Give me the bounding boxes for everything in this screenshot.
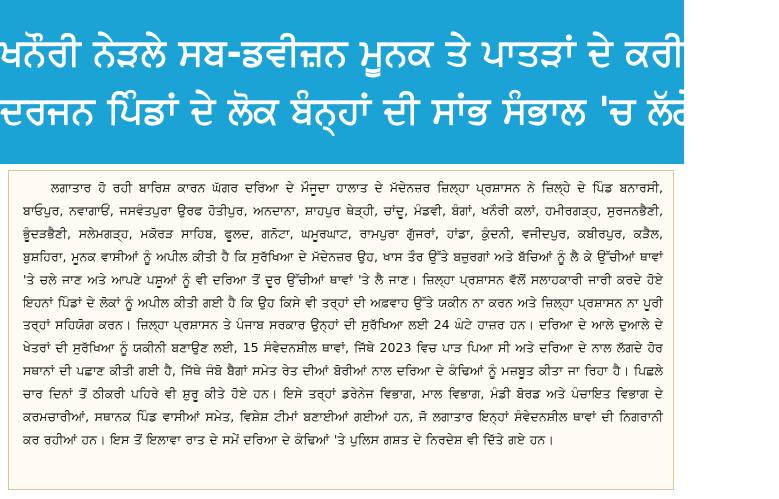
headline-line-2: ਦਰਜਨ ਪਿੰਡਾਂ ਦੇ ਲੋਕ ਬੰਨ੍ਹਾਂ ਦੀ ਸਾਂਭ ਸੰਭਾਲ 'ਚ ਲੱਗੇ xyxy=(0,89,699,132)
article-body: ਲਗਾਤਾਰ ਹੋ ਰਹੀ ਬਾਰਿਸ਼ ਕਾਰਨ ਘੱਗਰ ਦਰਿਆ ਦੇ ਮੌਜੂਦਾ ਹਾਲਾਤ ਦੇ ਮੱਦੇਨਜ਼ਰ ਜ਼ਿਲ੍ਹਾ ਪ੍ਰਸ਼ਾਸਨ ਨੇ ਜ਼ਿਲ੍ਹੇ ਦੇ ਪਿੰਡ ਬਨਾਰਸੀ, ਬਾਓਪੁਰ, ਨਵਾਗਾਓਂ, ਜਸਵੰਤਪੁਰਾ ਉਰਫ ਹੋਤੀਪੁਰ, ਅਨਦਾਨਾ, ਸ਼ਾਹਪੁਰ ਥੇੜ੍ਹੀ, ਚਾਂਦੂ, ਮੰਡਵੀ, ਬੰਗਾਂ, ਖਨੌਰੀ ਕਲਾਂ, ਹਮੀਰਗੜ੍ਹ, ਸੁਰਜਨਭੈਣੀ, ਭੂੰਦੜਭੈਣੀ, ਸਲੇਮਗੜ੍ਹ, ਮਕੋਰੜ ਸਾਹਿਬ, ਫੂਲਦ, ਗਨੋਟਾ, ਘਮੂਰਘਾਟ, ਰਾਮਪੁਰਾ ਗੁੱਜਰਾਂ, ਹਾਂਡਾ, ਕੁੰਦਨੀ, ਵਜੀਦਪੁਰ, ਕਬੀਰਪੁਰ, ਕੜੈਲ, ਬੁਸ਼ਹਿਰਾ, ਮੂਨਕ ਵਾਸੀਆਂ ਨੂੰ ਅਪੀਲ ਕੀਤੀ ਹੈ ਕਿ ਸੁਰੱਖਿਆ ਦੇ ਮੱਦੇਨਜ਼ਰ ਉਹ, ਖਾਸ ਤੌਰ ਉੱਤੇ ਬਜ਼ੁਰਗਾਂ ਅਤੇ ਬੱਚਿਆਂ ਨੂੰ ਲੈ ਕੇ ਉੱਚੀਆਂ ਥਾਵਾਂ 'ਤੇ ਚਲੇ ਜਾਣ ਅਤੇ ਆਪਣੇ ਪਸ਼ੂਆਂ ਨੂੰ ਵੀ ਦਰਿਆ ਤੋਂ ਦੂਰ ਉੱਚੀਆਂ ਥਾਵਾਂ 'ਤੇ ਲੈ ਜਾਣ। ਜ਼ਿਲ੍ਹਾ ਪ੍ਰਸ਼ਾਸਨ ਵੱਲੋਂ ਸਲਾਹਕਾਰੀ ਜਾਰੀ ਕਰਦੇ ਹੋਏ ਇਹਨਾਂ ਪਿੰਡਾਂ ਦੇ ਲੋਕਾਂ ਨੂੰ ਅਪੀਲ ਕੀਤੀ ਗਈ ਹੈ ਕਿ ਉਹ ਕਿਸੇ ਵੀ ਤਰ੍ਹਾਂ ਦੀ ਅਫ਼ਵਾਹ ਉੱਤੇ ਯਕੀਨ ਨਾ ਕਰਨ ਅਤੇ ਜ਼ਿਲ੍ਹਾ ਪ੍ਰਸ਼ਾਸਨ ਨਾ ਪੂਰੀ ਤਰ੍ਹਾਂ ਸਹਿਯੋਗ ਕਰਨ। ਜ਼ਿਲ੍ਹਾ ਪ੍ਰਸ਼ਾਸਨ ਤੇ ਪੰਜਾਬ ਸਰਕਾਰ ਉਨ੍ਹਾਂ ਦੀ ਸੁਰੱਖਿਆ ਲਈ 24 ਘੰਟੇ ਹਾਜ਼ਰ ਹਨ। ਦਰਿਆ ਦੇ ਆਲੇ ਦੁਆਲੇ ਦੇ ਖੇਤਰਾਂ ਦੀ ਸੁਰੱਖਿਆ ਨੂੰ ਯਕੀਨੀ ਬਣਾਉਣ ਲਈ, 15 ਸੰਵੇਦਨਸ਼ੀਲ ਥਾਵਾਂ, ਜਿੱਥੇ 2023 ਵਿਚ ਪਾੜ ਪਿਆ ਸੀ ਅਤੇ ਦਰਿਆ ਦੇ ਨਾਲ ਲੱਗਦੇ ਹੋਰ ਸਥਾਨਾਂ ਦੀ ਪਛਾਣ ਕੀਤੀ ਗਈ ਹੈ, ਜਿੱਥੇ ਜੰਬੋ ਬੈਗਾਂ ਸਮੇਤ ਰੇਤ ਦੀਆਂ ਬੋਰੀਆਂ ਨਾਲ ਦਰਿਆ ਦੇ ਕੰਢਿਆਂ ਨੂੰ ਮਜ਼ਬੂਤ ਕੀਤਾ ਜਾ ਰਿਹਾ ਹੈ। ਪਿਛਲੇ ਚਾਰ ਦਿਨਾਂ ਤੋਂ ਠੀਕਰੀ ਪਹਿਰੇ ਵੀ ਸ਼ੁਰੂ ਕੀਤੇ ਹੋਏ ਹਨ। ਇਸੇ ਤਰ੍ਹਾਂ ਡਰੇਨੇਜ ਵਿਭਾਗ, ਮਾਲ ਵਿਭਾਗ, ਮੰਡੀ ਬੋਰਡ ਅਤੇ ਪੰਚਾਇਤ ਵਿਭਾਗ ਦੇ ਕਰਮਚਾਰੀਆਂ, ਸਥਾਨਕ ਪਿੰਡ ਵਾਸੀਆਂ ਸਮੇਤ, ਵਿਸ਼ੇਸ਼ ਟੀਮਾਂ ਬਣਾਈਆਂ ਗਈਆਂ ਹਨ, ਜੋ ਲਗਾਤਾਰ ਇਨ੍ਹਾਂ ਸੰਵੇਦਨਸ਼ੀਲ ਥਾਵਾਂ ਦੀ ਨਿਗਰਾਨੀ ਕਰ ਰਹੀਆਂ ਹਨ। ਇਸ ਤੋਂ ਇਲਾਵਾ ਰਾਤ ਦੇ ਸਮੇਂ ਦਰਿਆ ਦੇ ਕੰਢਿਆਂ 'ਤੇ ਪੁਲਿਸ ਗਸ਼ਤ ਦੇ ਨਿਰਦੇਸ਼ ਵੀ ਦਿੱਤੇ ਗਏ ਹਨ। xyxy=(23,180,663,447)
headline-line-1: ਖਨੌਰੀ ਨੇੜਲੇ ਸਬ-ਡਵੀਜ਼ਨ ਮੂਨਕ ਤੇ ਪਾਤੜਾਂ ਦੇ ਕਰੀਬ ਤਿੰਨ xyxy=(0,31,779,74)
headline-banner xyxy=(0,0,779,164)
article-box xyxy=(8,170,674,490)
